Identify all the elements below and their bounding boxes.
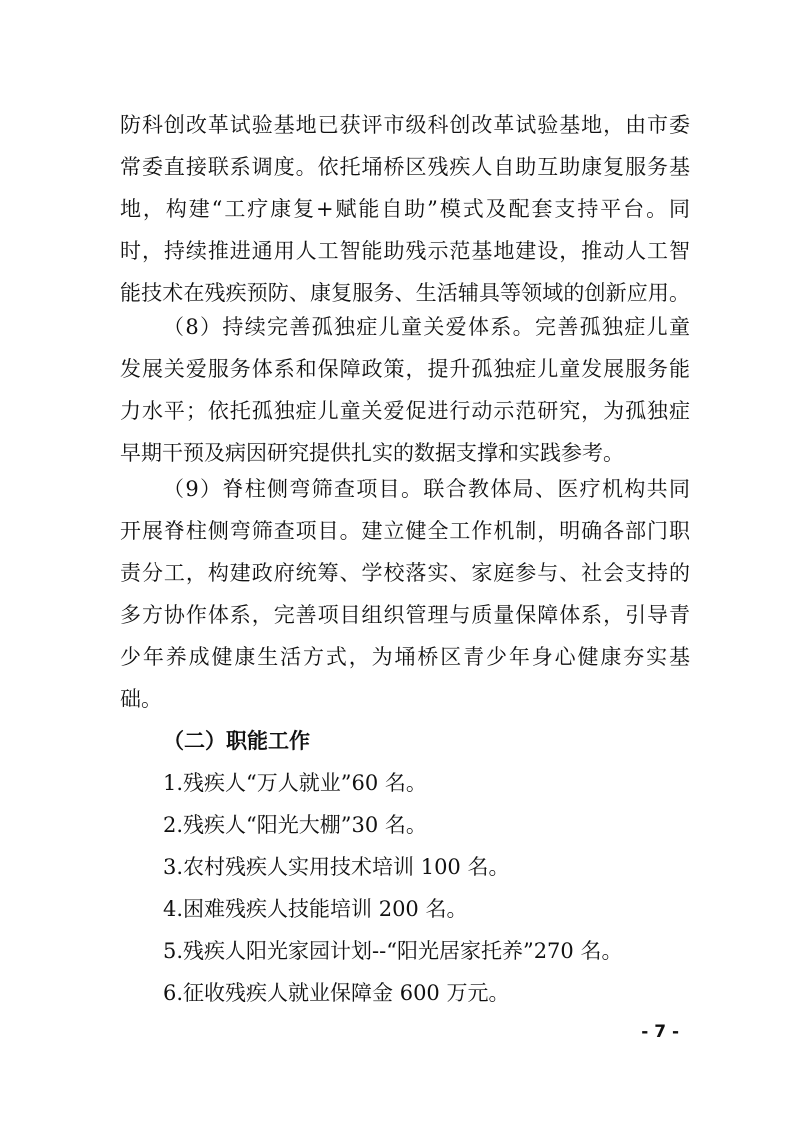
paragraph-line: 能技术在残疾预防、康复服务、生活辅具等领域的创新应用。 xyxy=(120,281,690,305)
paragraph-line: 础。 xyxy=(120,687,162,711)
paragraph-line: 防科创改革试验基地已获评市级科创改革试验基地，由市委 xyxy=(120,113,690,137)
list-item: 1.残疾人“万人就业”60 名。 xyxy=(163,771,427,795)
paragraph-line: 责分工，构建政府统筹、学校落实、家庭参与、社会支持的 xyxy=(120,561,690,585)
paragraph-1 xyxy=(120,104,690,314)
paragraph-line: 少年养成健康生活方式，为埇桥区青少年身心健康夯实基 xyxy=(120,645,690,669)
paragraph-line: （8）持续完善孤独症儿童关爱体系。完善孤独症儿童 xyxy=(163,315,690,339)
paragraph-line: 时，持续推进通用人工智能助残示范基地建设，推动人工智 xyxy=(120,239,690,263)
page-number: - 7 - xyxy=(641,1022,679,1042)
paragraph-line: 发展关爱服务体系和保障政策，提升孤独症儿童发展服务能 xyxy=(120,357,690,381)
list-item: 3.农村残疾人实用技术培训 100 名。 xyxy=(163,855,510,879)
paragraph-2 xyxy=(120,306,690,474)
section-heading: （二）职能工作 xyxy=(163,729,310,753)
paragraph-line: 力水平；依托孤独症儿童关爱促进行动示范研究，为孤独症 xyxy=(120,399,690,423)
paragraph-line: 早期干预及病因研究提供扎实的数据支撑和实践参考。 xyxy=(120,441,624,465)
paragraph-line: 开展脊柱侧弯筛查项目。建立健全工作机制，明确各部门职 xyxy=(120,519,690,543)
list-item: 5.残疾人阳光家园计划--“阳光居家托养”270 名。 xyxy=(163,939,623,963)
paragraph-3 xyxy=(120,468,690,720)
list-item: 4.困难残疾人技能培训 200 名。 xyxy=(163,897,468,921)
paragraph-line: 常委直接联系调度。依托埇桥区残疾人自助互助康复服务基 xyxy=(120,155,690,179)
list-item: 2.残疾人“阳光大棚”30 名。 xyxy=(163,813,427,837)
paragraph-line: 多方协作体系，完善项目组织管理与质量保障体系，引导青 xyxy=(120,603,690,627)
list-item: 6.征收残疾人就业保障金 600 万元。 xyxy=(163,981,510,1005)
paragraph-line: 地，构建“工疗康复+赋能自助”模式及配套支持平台。同 xyxy=(120,197,690,221)
paragraph-line: （9）脊柱侧弯筛查项目。联合教体局、医疗机构共同 xyxy=(163,477,690,501)
